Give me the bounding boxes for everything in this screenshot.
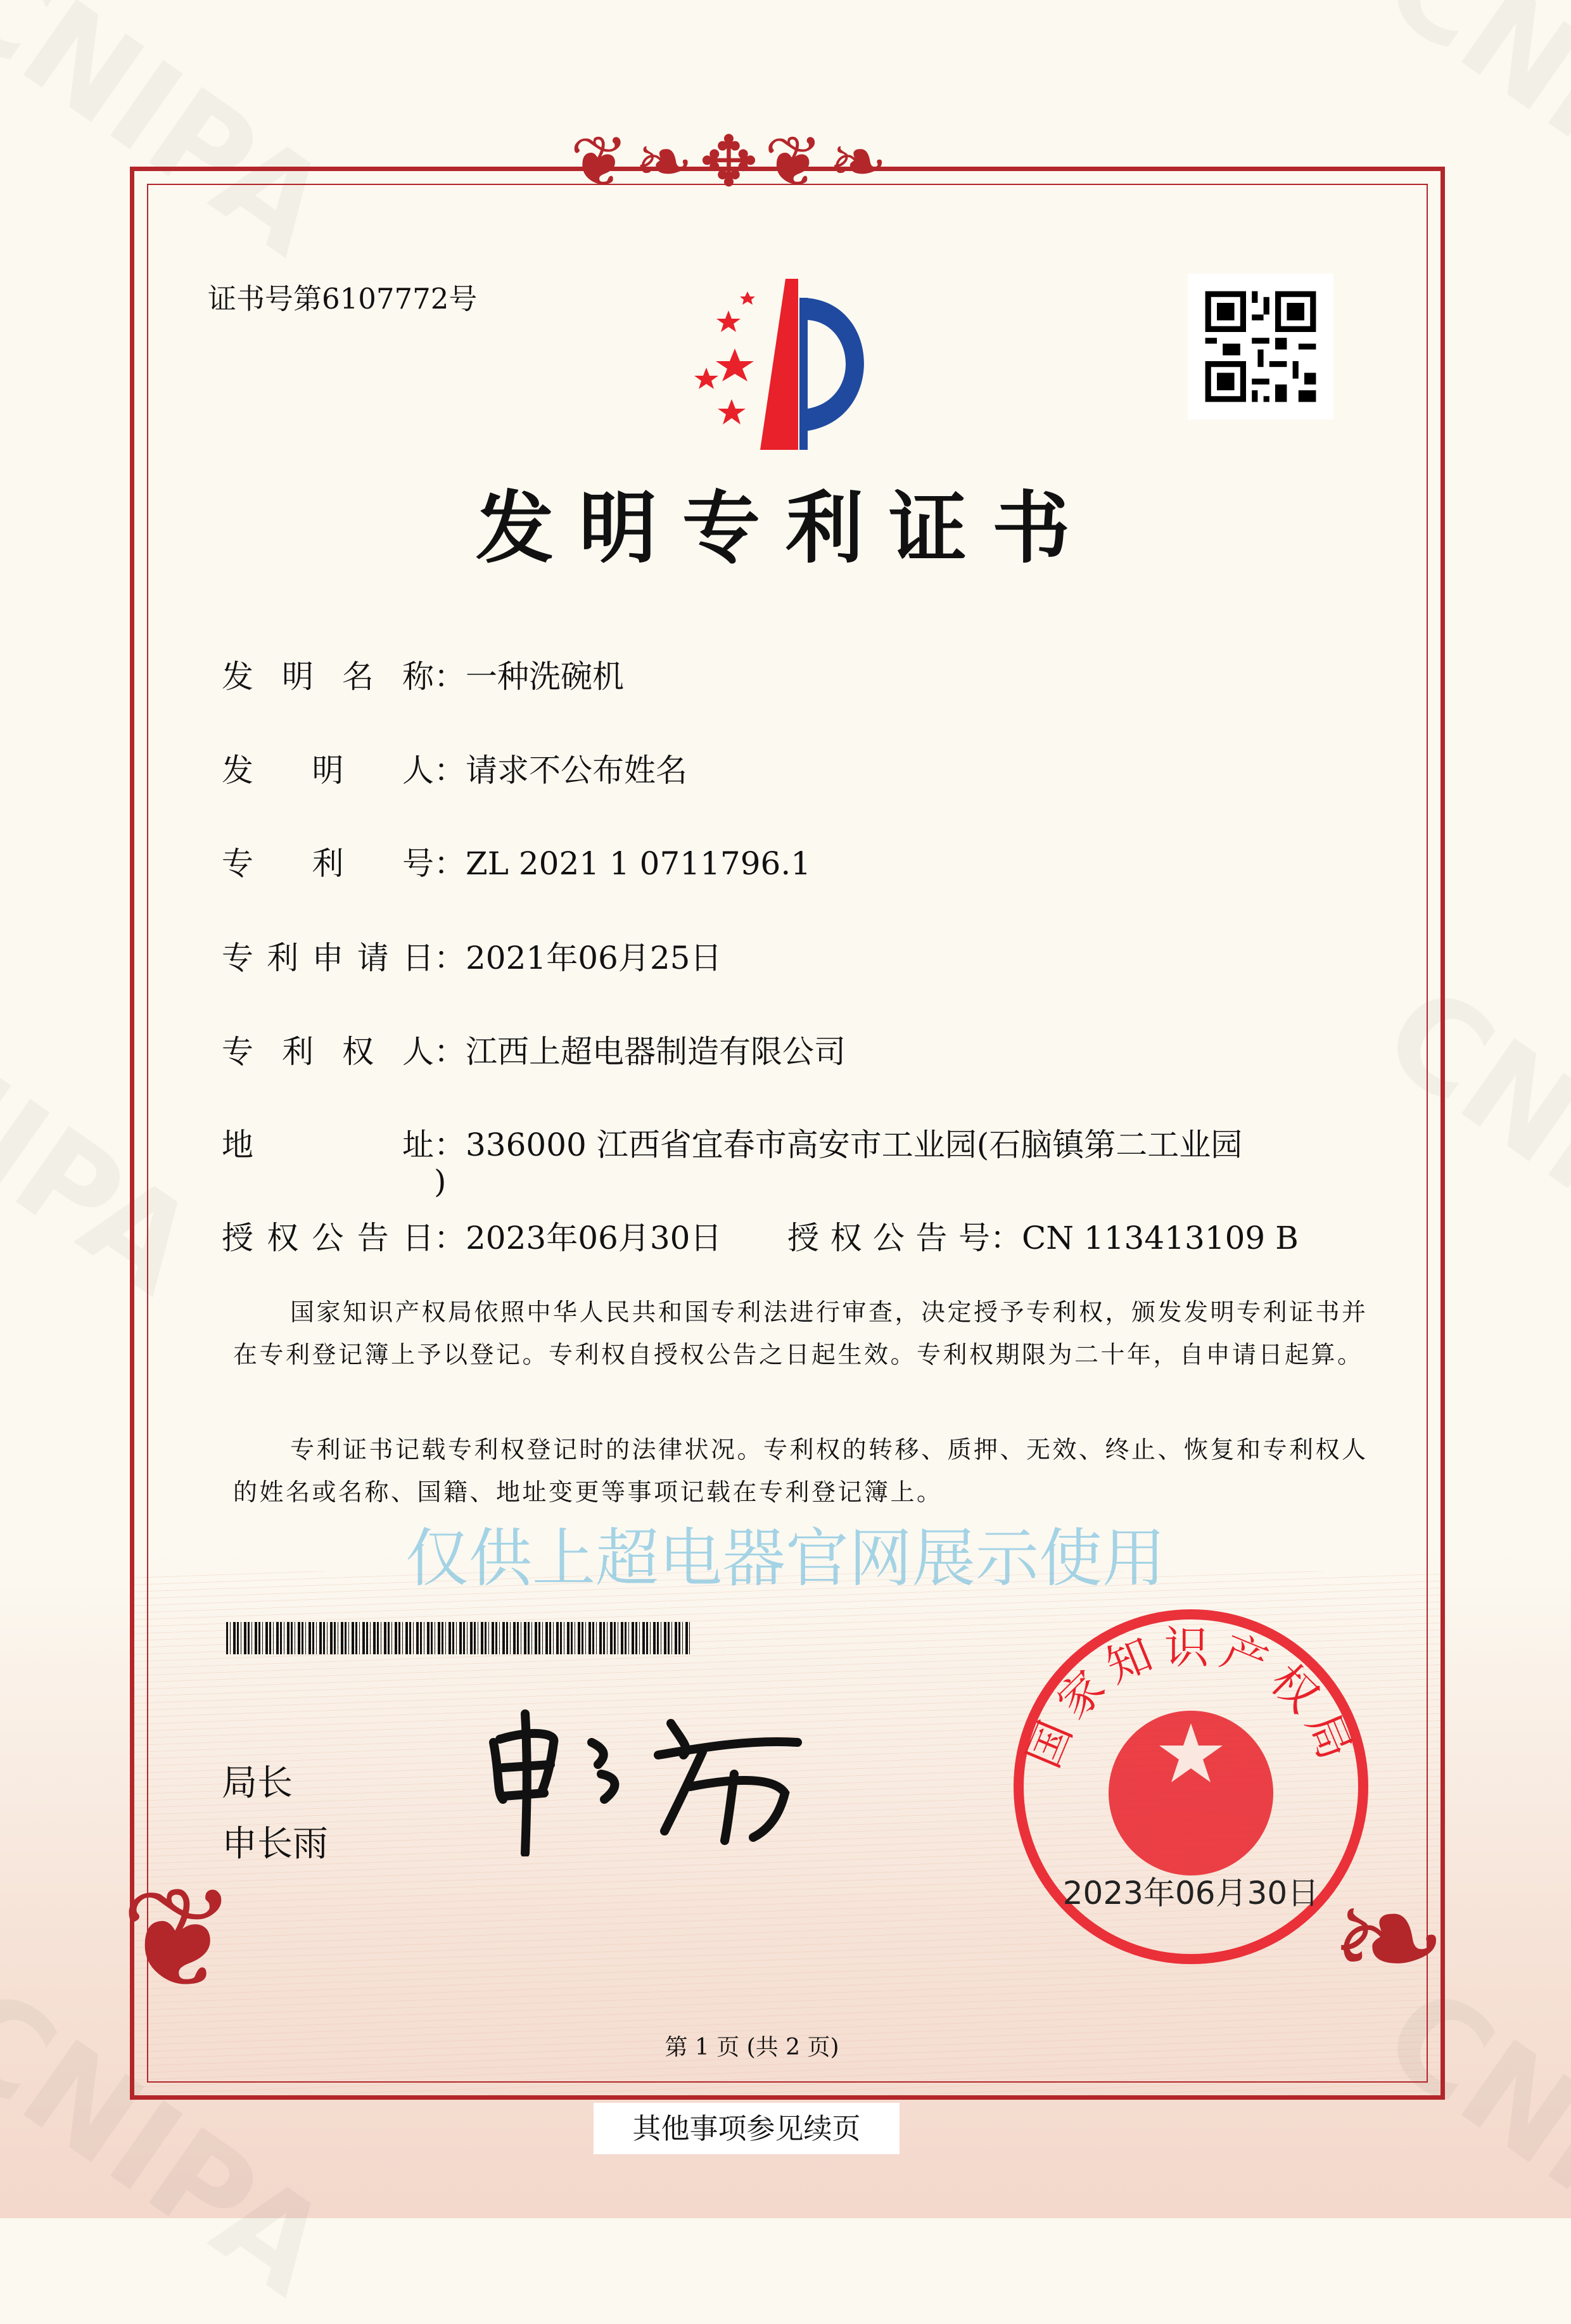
signatory-title: 局长 [222, 1763, 293, 1804]
seal-text: 国家知识产权局 [1017, 1621, 1365, 1775]
certificate-number: 证书号第6107772号 [208, 282, 478, 316]
field-value: 江西上超电器制造有限公司 [466, 1033, 846, 1070]
page-title: 发明专利证书 [476, 483, 1095, 574]
cnipa-logo [671, 272, 906, 456]
field-patent-number [222, 838, 811, 884]
official-seal [1007, 1603, 1375, 1970]
field-label: 地址 [222, 1127, 434, 1163]
field-value: 2023年06月30日 [466, 1220, 722, 1256]
field-label: 发明名称 [222, 658, 434, 695]
field-invention-name [222, 651, 624, 697]
top-ornament: ❦❧✥❦❧ [570, 121, 894, 202]
qr-code-icon [1188, 273, 1333, 420]
corner-ornament-right: ❧ [1330, 1858, 1447, 2020]
field-grant-date [222, 1213, 722, 1258]
field-value: 336000 江西省宜春市高安市工业园(石脑镇第二工业园 [466, 1127, 1243, 1163]
statement-paragraph-1: 国家知识产权局依照中华人民共和国专利法进行审查，决定授予专利权，颁发发明专利证书并在专利登记簿上予以登记。专利权自授权公告之日起生效。专利权期限为二十年，自申请日起算。 [233, 1298, 1368, 1369]
colon: ： [434, 658, 466, 695]
field-label: 授权公告日 [222, 1220, 434, 1256]
field-filing-date [222, 933, 722, 978]
field-address-continued: ) [434, 1163, 447, 1200]
signatory-name: 申长雨 [222, 1823, 328, 1865]
colon: ： [434, 1127, 466, 1163]
colon: ： [434, 1033, 466, 1070]
field-inventor [222, 745, 687, 791]
field-value: 2021年06月25日 [466, 940, 722, 976]
colon: ： [434, 940, 466, 976]
field-value: 一种洗碗机 [466, 658, 624, 695]
field-value: CN 113413109 B [1022, 1220, 1299, 1256]
colon: ： [434, 752, 466, 789]
continued-note: 其他事项参见续页 [594, 2103, 900, 2154]
field-label: 授权公告号 [787, 1220, 990, 1256]
field-address [222, 1120, 1242, 1165]
display-watermark: 仅供上超电器官网展示使用 [405, 1521, 1166, 1595]
field-patentee [222, 1026, 846, 1072]
field-label: 专利号 [222, 845, 434, 882]
barcode [226, 1622, 690, 1654]
colon: ： [434, 1220, 466, 1256]
field-label: 专利权人 [222, 1033, 434, 1070]
field-value: 请求不公布姓名 [466, 752, 687, 789]
page-number: 第 1 页 (共 2 页) [665, 2034, 839, 2060]
signature [481, 1704, 810, 1856]
field-label: 专利申请日 [222, 940, 434, 976]
seal-date: 2023年06月30日 [1062, 1875, 1320, 1912]
colon: ： [434, 845, 466, 882]
field-label: 发明人 [222, 752, 434, 789]
statement-paragraph-2: 专利证书记载专利权登记时的法律状况。专利权的转移、质押、无效、终止、恢复和专利权人的姓名或名称、国籍、地址变更等事项记载在专利登记簿上。 [233, 1436, 1368, 1506]
colon: ： [990, 1220, 1022, 1256]
corner-ornament-left: ❦ [120, 1858, 238, 2020]
field-grant-number [787, 1213, 1299, 1258]
field-value: ZL 2021 1 0711796.1 [466, 845, 811, 882]
